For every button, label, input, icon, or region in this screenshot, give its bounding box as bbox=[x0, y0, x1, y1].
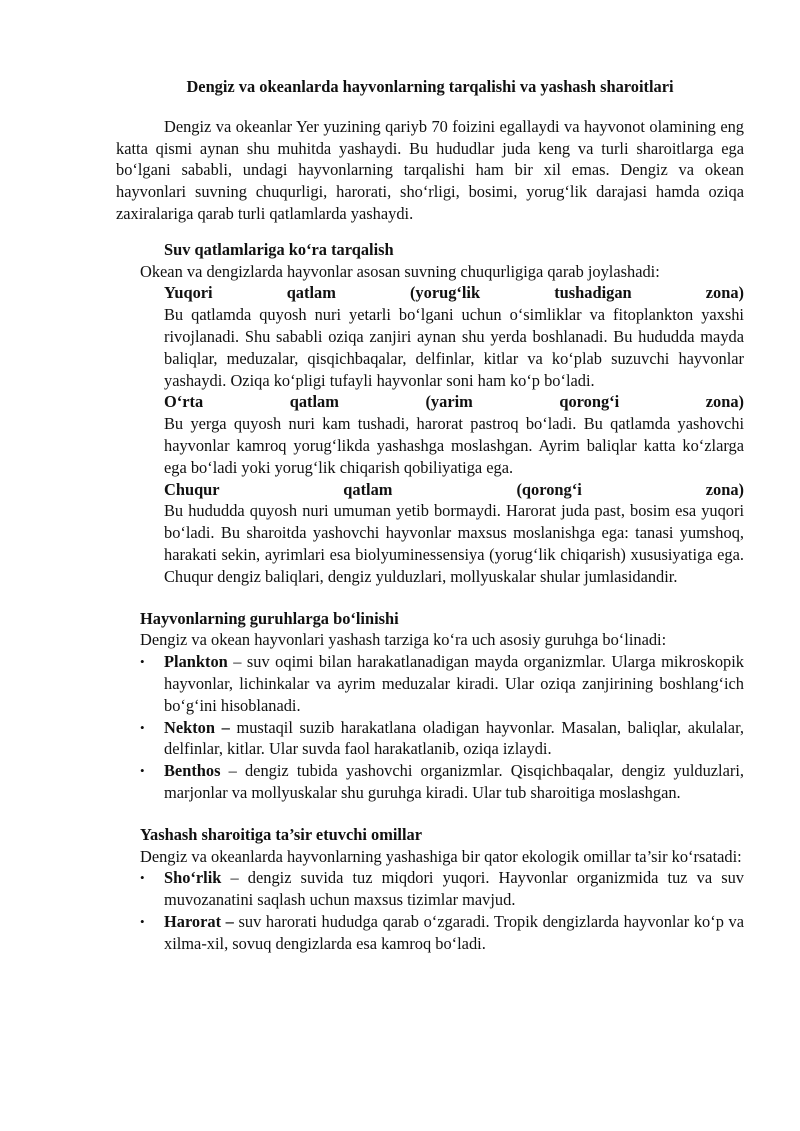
list-item bbox=[140, 717, 744, 761]
factors-heading: Yashash sharoitiga ta’sir etuvchi omillar bbox=[140, 824, 422, 844]
bullet-icon: • bbox=[140, 719, 145, 735]
spacer bbox=[116, 804, 744, 824]
zone-upper bbox=[164, 282, 744, 391]
list-item bbox=[140, 911, 744, 955]
zone-title: Chuqur qatlam (qorong‘i zona) bbox=[164, 479, 744, 499]
spacer bbox=[116, 588, 744, 608]
list-item-term: Nekton – bbox=[164, 717, 230, 737]
zone-title: O‘rta qatlam (yarim qorong‘i zona) bbox=[164, 392, 744, 412]
list-item-term: Benthos bbox=[164, 761, 221, 781]
layers-heading: Suv qatlamlariga ko‘ra tarqalish bbox=[164, 239, 394, 259]
zone-text: Bu qatlamda quyosh nuri yetarli bo‘lgani uchun o‘simliklar va fitoplankton yaxshi rivojlanadi. Shu sababli oziqa zanjiri aynan shu yerda boshlanadi. Bu hududda mayda baliqlar, meduzalar, qisqichbaqalar, delfinlar, kitlar va ko‘plab suzuvchi hayvonlar yashaydi. Oziqa ko‘pligi tufayli hayvonlar soni ham ko‘p bo‘ladi. bbox=[164, 305, 744, 390]
bullet-icon: • bbox=[140, 870, 145, 886]
factors-lead: Dengiz va okeanlarda hayvonlarning yashashiga bir qator ekologik omillar ta’sir ko‘rsatadi: bbox=[140, 846, 742, 866]
factors-list bbox=[116, 867, 744, 954]
bullet-icon: • bbox=[140, 654, 145, 670]
list-item bbox=[140, 651, 744, 716]
document-title: Dengiz va okeanlarda hayvonlarning tarqalishi va yashash sharoitlari bbox=[186, 77, 674, 96]
list-item bbox=[140, 867, 744, 911]
list-item-text: suv harorati hududga qarab o‘zgaradi. Tropik dengizlarda hayvonlar ko‘p va xilma-xil, sovuq dengizlarda esa kamroq bo‘ladi. bbox=[164, 911, 744, 953]
zone-middle bbox=[164, 391, 744, 478]
groups-heading: Hayvonlarning guruhlarga bo‘linishi bbox=[140, 608, 399, 628]
bullet-icon: • bbox=[140, 763, 145, 779]
groups-lead: Dengiz va okean hayvonlari yashash tarziga ko‘ra uch asosiy guruhga bo‘linadi: bbox=[140, 630, 667, 650]
zone-deep bbox=[164, 479, 744, 588]
zone-title: Yuqori qatlam (yorug‘lik tushadigan zona) bbox=[164, 283, 744, 303]
list-item-term: Plankton bbox=[164, 652, 228, 672]
list-item-text: – dengiz suvida tuz miqdori yuqori. Hayvonlar organizmida tuz va suv muvozanatini saqlash uchun maxsus tizimlar mavjud. bbox=[164, 868, 744, 910]
list-item-text: – suv oqimi bilan harakatlanadigan mayda organizmlar. Ularga mikroskopik hayvonlar, lichinkalar va ayrim meduzalar kiradi. Ular oziqa zanjirining boshlang‘ich bo‘g‘ini hisoblanadi. bbox=[164, 652, 744, 715]
list-item-text: mustaqil suzib harakatlana oladigan hayvonlar. Masalan, baliqlar, akulalar, delfinlar, kitlar. Ular suvda faol harakatlanib, oziqa izlaydi. bbox=[164, 717, 744, 759]
list-item-term: Sho‘rlik bbox=[164, 868, 222, 888]
groups-list bbox=[116, 651, 744, 804]
zone-text: Bu yerga quyosh nuri kam tushadi, harorat pastroq bo‘ladi. Bu qatlamda yashovchi hayvonlar kamroq yorug‘likda yashashga moslashgan. Ayrim baliqlar katta ko‘zlarga ega bo‘ladi yoki yorug‘lik chiqarish qobiliyatiga ega. bbox=[164, 414, 744, 477]
list-item-text: – dengiz tubida yashovchi organizmlar. Qisqichbaqalar, dengiz yulduzlari, marjonlar va mollyuskalar shu guruhga kiradi. Ular tub sharoitiga moslashgan. bbox=[164, 761, 744, 802]
layers-lead: Okean va dengizlarda hayvonlar asosan suvning chuqurligiga qarab joylashadi: bbox=[140, 261, 660, 281]
bullet-icon: • bbox=[140, 913, 145, 929]
zone-text: Bu hududda quyosh nuri umuman yetib bormaydi. Harorat juda past, bosim esa yuqori bo‘ladi. Bu sharoitda yashovchi hayvonlar maxsus moslanishga ega: tanasi yumshoq, harakati sekin, ayrimlari esa biolyuminessensiya (yorug‘lik chiqarish) xususiyatiga ega. Chuqur dengiz baliqlari, dengiz yulduzlari, mollyuskalar shular jumlasidandir. bbox=[164, 501, 744, 586]
intro-paragraph: Dengiz va okeanlar Yer yuzining qariyb 70 foizini egallaydi va hayvonot olamining eng katta qismi aynan shu muhitda yashaydi. Bu hududlar juda keng va turli sharoitlarga ega bo‘lgani sababli, undagi hayvonlarning tarqalishi ham bir xil emas. Dengiz va okean hayvonlari suvning chuqurligi, harorati, sho‘rligi, bosimi, yorug‘lik darajasi hamda oziqa zaxiralariga qarab turli qatlamlarda yashaydi. bbox=[116, 116, 744, 223]
list-item bbox=[140, 760, 744, 804]
list-item-term: Harorat – bbox=[164, 911, 234, 931]
